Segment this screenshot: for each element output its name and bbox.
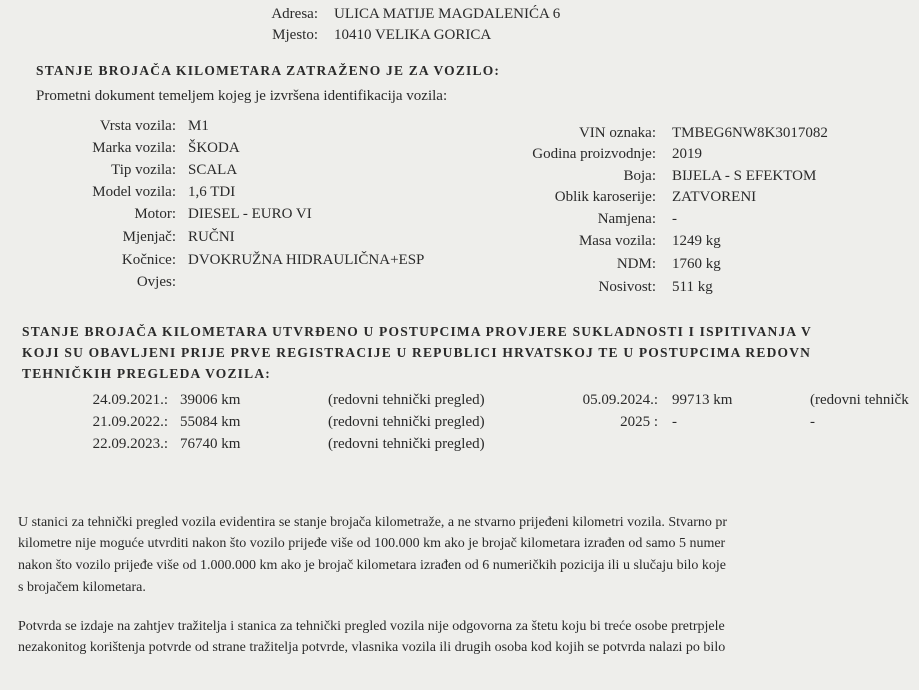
motor-value: DIESEL - EURO VI	[188, 206, 312, 222]
vin-label: VIN oznaka:	[578, 125, 656, 141]
reading-date: 05.09.2024.:	[582, 392, 658, 408]
section2-line2: KOJI SU OBAVLJENI PRIJE PRVE REGISTRACIJE U REPUBLICI HRVATSKOJ TE U POSTUPCIMA REDOVN	[22, 345, 812, 360]
mjenjac-value: RUČNI	[188, 229, 235, 245]
marka-vozila-label: Marka vozila:	[92, 140, 176, 156]
section1-title: STANJE BROJAČA KILOMETARA ZATRAŽENO JE ZA VOZILO:	[36, 63, 501, 78]
boja-value: BIJELA - S EFEKTOM	[672, 168, 817, 184]
motor-label: Motor:	[134, 206, 176, 222]
ndm-value: 1760 kg	[672, 256, 721, 272]
section2-line1: STANJE BROJAČA KILOMETARA UTVRĐENO U POSTUPCIMA PROVJERE SUKLADNOSTI I ISPITIVANJA V	[22, 324, 812, 339]
masa-label: Masa vozila:	[578, 233, 656, 249]
adresa-label: Adresa:	[271, 6, 318, 22]
reading-type: (redovni tehnički pregled)	[328, 436, 485, 452]
reading-km: 39006 km	[180, 392, 241, 408]
reading-km: 76740 km	[180, 436, 241, 452]
nosivost-value: 511 kg	[672, 279, 713, 295]
note-line: kilometre nije moguće utvrditi nakon što vozilo prijeđe više od 100.000 km ako je brojač kilometara izrađen od samo 5 numer	[18, 536, 726, 551]
reading-km: 99713 km	[672, 392, 733, 408]
section1-subtitle: Prometni dokument temeljem kojeg je izvršena identifikacija vozila:	[36, 88, 448, 104]
mjesto-value: 10410 VELIKA GORICA	[334, 27, 492, 43]
reading-km: -	[672, 414, 677, 430]
reading-date: 22.09.2023.:	[92, 436, 168, 452]
note-line: U stanici za tehnički pregled vozila evidentira se stanje brojača kilometraže, a ne stvarno prijeđeni kilometri vozila. Stvarno pr	[18, 515, 728, 530]
reading-type: (redovni tehnički pregled)	[328, 414, 485, 430]
oblik-label: Oblik karoserije:	[554, 189, 656, 205]
tip-vozila-value: SCALA	[188, 162, 238, 178]
model-vozila-label: Model vozila:	[92, 184, 176, 200]
masa-value: 1249 kg	[672, 233, 721, 249]
namjena-label: Namjena:	[597, 211, 656, 227]
tip-vozila-label: Tip vozila:	[111, 162, 176, 178]
nosivost-label: Nosivost:	[598, 279, 656, 295]
note-line: s brojačem kilometara.	[18, 580, 146, 595]
reading-km: 55084 km	[180, 414, 241, 430]
boja-label: Boja:	[623, 168, 656, 184]
reading-type: (redovni tehničk	[810, 392, 909, 408]
note-line: nakon što vozilo prijeđe više od 1.000.000 km ako je brojač kilometara izrađen od 6 numeričkih pozicija ili u slučaju bilo koje	[18, 558, 726, 573]
ndm-label: NDM:	[616, 256, 656, 272]
mjesto-label: Mjesto:	[272, 27, 318, 43]
note-line: Potvrda se izdaje na zahtjev tražitelja i stanica za tehnički pregled vozila nije odgovorna za štetu koju bi treće osobe pretrpjele	[18, 619, 725, 634]
mjenjac-label: Mjenjač:	[122, 229, 176, 245]
godina-label: Godina proizvodnje:	[532, 146, 656, 162]
marka-vozila-value: ŠKODA	[188, 140, 240, 156]
section2-line3: TEHNIČKIH PREGLEDA VOZILA:	[22, 366, 271, 381]
namjena-value: -	[672, 211, 677, 227]
adresa-value: ULICA MATIJE MAGDALENIĆA 6	[334, 6, 561, 22]
vrsta-vozila-value: M1	[188, 118, 209, 134]
oblik-value: ZATVORENI	[672, 189, 757, 205]
model-vozila-value: 1,6 TDI	[188, 184, 236, 200]
kocnice-label: Kočnice:	[121, 252, 176, 268]
note-line: nezakonitog korištenja potvrde od strane tražitelja potvrde, vlasnika vozila ili drugih osoba kod kojih se potvrda nalazi po bilo	[18, 640, 726, 655]
reading-date: 2025 :	[620, 414, 658, 430]
reading-date: 21.09.2022.:	[92, 414, 168, 430]
vrsta-vozila-label: Vrsta vozila:	[99, 118, 176, 134]
kocnice-value: DVOKRUŽNA HIDRAULIČNA+ESP	[188, 252, 425, 268]
vin-value: TMBEG6NW8K3017082	[672, 125, 828, 141]
reading-date: 24.09.2021.:	[92, 392, 168, 408]
ovjes-label: Ovjes:	[136, 274, 176, 290]
godina-value: 2019	[672, 146, 702, 162]
reading-type: (redovni tehnički pregled)	[328, 392, 485, 408]
reading-type: -	[810, 414, 815, 430]
